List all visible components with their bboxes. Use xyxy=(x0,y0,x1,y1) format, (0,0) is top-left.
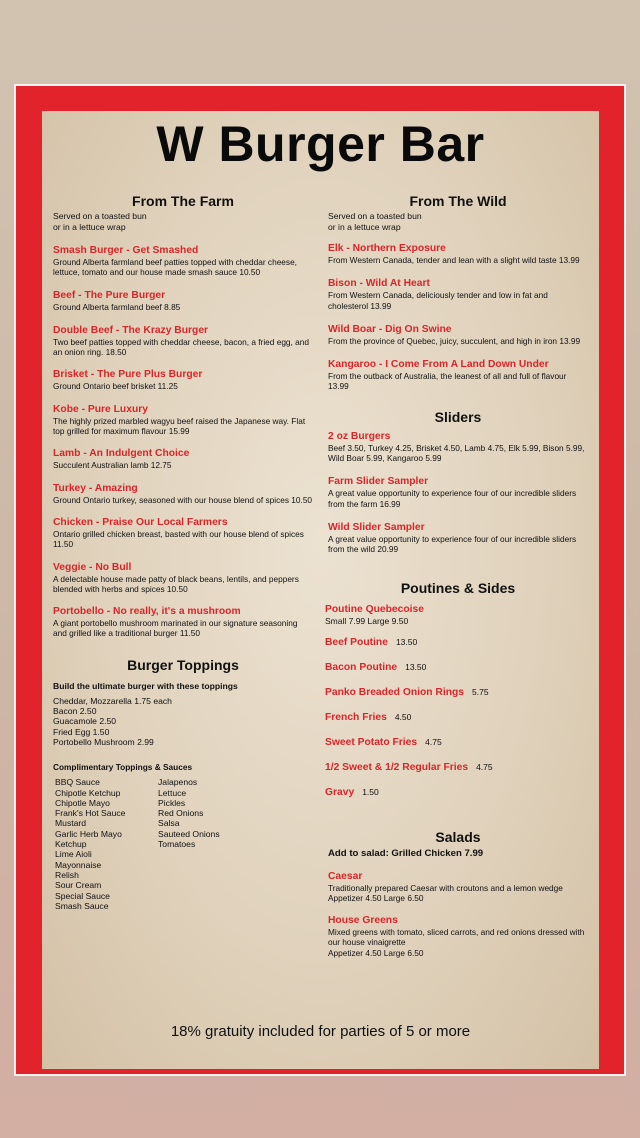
wild-heading: From The Wild xyxy=(409,193,507,209)
side-price: Small 7.99 Large 9.50 xyxy=(325,615,409,626)
topping-item: Guacamole 2.50 xyxy=(53,716,117,727)
topping-item: Bacon 2.50 xyxy=(53,706,97,717)
item-name: Caesar xyxy=(328,870,363,882)
comp-item: Red Onions xyxy=(158,808,204,819)
item-name: Wild Slider Sampler xyxy=(328,521,425,533)
wild-item xyxy=(328,243,588,265)
farm-item xyxy=(53,325,313,358)
item-desc: From the province of Quebec, juicy, succulent, and high in iron 13.99 xyxy=(328,335,581,346)
comp-item: Relish xyxy=(55,869,79,880)
item-name: Kangaroo - I Come From A Land Down Under xyxy=(328,359,549,371)
item-name: Farm Slider Sampler xyxy=(328,476,429,488)
comp-item: BBQ Sauce xyxy=(55,777,100,788)
farm-intro: Served on a toasted bun or in a lettuce wrap xyxy=(53,211,147,232)
item-desc: The highly prized marbled wagyu beef raised the Japanese way. Flat top grilled for maximum flavour 15.99 xyxy=(53,415,306,437)
comp-item: Mustard xyxy=(55,818,87,829)
side-name: Panko Breaded Onion Rings xyxy=(325,686,465,698)
side-item xyxy=(325,761,588,774)
toppings-subtitle: Build the ultimate burger with these toppings xyxy=(53,680,238,691)
farm-item xyxy=(53,562,313,595)
comp-item: Smash Sauce xyxy=(55,900,109,911)
item-desc: From the outback of Australia, the leanest of all and full of flavour 13.99 xyxy=(328,371,567,392)
toppings-heading: Burger Toppings xyxy=(127,656,239,673)
paid-toppings-list xyxy=(53,696,313,747)
side-name: Beef Poutine xyxy=(325,636,388,648)
item-name: Double Beef - The Krazy Burger xyxy=(53,324,209,336)
item-name: Kobe - Pure Luxury xyxy=(53,403,148,415)
gratuity-note: 18% gratuity included for parties of 5 or more xyxy=(170,1023,471,1040)
comp-item: Tomatoes xyxy=(158,839,196,850)
farm-item xyxy=(53,404,313,437)
side-item xyxy=(325,736,588,749)
comp-item: Chipotle Mayo xyxy=(55,797,110,808)
comp-item: Mayonnaise xyxy=(55,859,102,870)
item-desc: A great value opportunity to experience four of our incredible sliders from the farm 16.99 xyxy=(328,488,577,509)
item-name: 2 oz Burgers xyxy=(328,430,391,442)
comp-toppings-grid xyxy=(53,777,313,911)
item-desc: Two beef patties topped with cheddar cheese, bacon, a fried egg, and an onion ring. 18.50 xyxy=(53,336,309,358)
slider-item xyxy=(328,476,588,509)
topping-item: Fried Egg 1.50 xyxy=(53,726,110,737)
comp-col-2 xyxy=(158,777,220,911)
item-name: Turkey - Amazing xyxy=(53,482,138,494)
menu-paper xyxy=(42,111,599,1069)
item-desc: Succulent Australian lamb 12.75 xyxy=(53,460,172,471)
salads-heading: Salads xyxy=(435,828,481,845)
wild-intro: Served on a toasted bun or in a lettuce wrap xyxy=(328,211,422,232)
item-price: Appetizer 4.50 Large 6.50 xyxy=(328,892,424,903)
topping-item: Cheddar, Mozzarella 1.75 each xyxy=(53,695,172,706)
item-desc: Mixed greens with tomato, sliced carrots, and red onions dressed with our house vinaigrette xyxy=(328,927,585,948)
side-name: 1/2 Sweet & 1/2 Regular Fries xyxy=(325,761,469,773)
slider-item xyxy=(328,522,588,555)
right-column xyxy=(325,193,588,958)
farm-item xyxy=(53,448,313,470)
slider-item xyxy=(328,431,588,464)
comp-heading: Complimentary Toppings & Sauces xyxy=(53,762,193,773)
item-desc: A great value opportunity to experience four of our incredible sliders from the wild 20.99 xyxy=(328,533,577,555)
menu-frame xyxy=(14,84,626,1076)
side-price: 1.50 xyxy=(362,786,379,797)
item-name: Elk - Northern Exposure xyxy=(328,243,446,254)
side-price: 4.50 xyxy=(394,711,412,722)
item-name: Brisket - The Pure Plus Burger xyxy=(53,369,203,381)
item-name: Bison - Wild At Heart xyxy=(328,278,430,290)
side-name: Gravy xyxy=(325,786,355,798)
item-name: Veggie - No Bull xyxy=(53,561,132,573)
comp-item: Pickles xyxy=(158,797,186,808)
red-border xyxy=(16,86,624,1074)
item-name: Beef - The Pure Burger xyxy=(53,289,166,301)
side-name: Sweet Potato Fries xyxy=(325,736,418,748)
topping-item: Portobello Mushroom 2.99 xyxy=(53,736,154,747)
item-desc: Traditionally prepared Caesar with croutons and a lemon wedge xyxy=(328,882,563,893)
item-desc: From Western Canada, deliciously tender and low in fat and cholesterol 13.99 xyxy=(328,290,548,311)
item-name: Wild Boar - Dig On Swine xyxy=(328,323,452,335)
farm-item xyxy=(53,483,313,505)
item-desc: Ontario grilled chicken breast, basted with our house blend of spices 11.50 xyxy=(53,528,304,550)
farm-item xyxy=(53,517,313,550)
farm-item xyxy=(53,245,313,278)
item-desc: Ground Alberta farmland beef patties topped with cheddar cheese, lettuce, tomato and our house made smash sauce 10.50 xyxy=(53,257,297,278)
item-desc: From Western Canada, tender and lean with a slight wild taste 13.99 xyxy=(328,255,580,265)
side-price: 5.75 xyxy=(472,686,489,697)
side-name: French Fries xyxy=(325,711,387,723)
side-item xyxy=(325,711,588,724)
wild-item xyxy=(328,278,588,311)
wild-item xyxy=(328,324,588,346)
comp-item: Garlic Herb Mayo xyxy=(55,828,122,839)
item-price: Appetizer 4.50 Large 6.50 xyxy=(328,947,424,958)
item-desc: Ground Ontario beef brisket 11.25 xyxy=(53,381,178,392)
item-name: House Greens xyxy=(328,915,398,927)
salad-item xyxy=(328,871,588,904)
left-column xyxy=(53,193,313,911)
farm-heading: From The Farm xyxy=(132,193,234,209)
wild-item xyxy=(328,359,588,392)
item-name: Lamb - An Indulgent Choice xyxy=(53,448,190,460)
item-desc: A delectable house made patty of black beans, lentils, and peppers blended with herbs and spices 10.50 xyxy=(53,573,299,594)
comp-item: Frank's Hot Sauce xyxy=(55,808,126,819)
farm-item xyxy=(53,369,313,391)
comp-item: Chipotle Ketchup xyxy=(55,787,121,798)
salad-addon: Add to salad: Grilled Chicken 7.99 xyxy=(328,847,484,859)
salad-item xyxy=(328,915,588,958)
item-desc: Beef 3.50, Turkey 4.25, Brisket 4.50, Lamb 4.75, Elk 5.99, Bison 5.99, Wild Boar 5.99, Kangaroo 5.99 xyxy=(328,442,585,464)
item-name: Smash Burger - Get Smashed xyxy=(53,245,199,256)
comp-col-1 xyxy=(55,777,158,911)
side-price: 4.75 xyxy=(476,761,493,772)
side-item xyxy=(325,786,588,799)
comp-item: Salsa xyxy=(158,818,180,829)
side-name: Poutine Quebecoise xyxy=(325,603,424,615)
menu-title: W Burger Bar xyxy=(156,116,485,172)
item-name: Chicken - Praise Our Local Farmers xyxy=(53,516,228,528)
farm-item xyxy=(53,290,313,312)
comp-item: Sauteed Onions xyxy=(158,828,220,839)
side-item xyxy=(325,636,588,649)
comp-item: Jalapenos xyxy=(158,777,198,788)
side-price: 13.50 xyxy=(405,661,427,672)
sliders-heading: Sliders xyxy=(434,408,482,425)
item-name: Portobello - No really, it's a mushroom xyxy=(53,606,241,618)
side-item xyxy=(325,661,588,674)
farm-item xyxy=(53,606,313,639)
comp-item: Special Sauce xyxy=(55,890,110,901)
item-desc: A giant portobello mushroom marinated in our signature seasoning and grilled like a traditional burger 11.50 xyxy=(53,618,298,639)
side-item xyxy=(325,686,588,699)
side-price: 13.50 xyxy=(395,636,418,647)
poutine-quebecoise xyxy=(325,604,588,626)
item-desc: Ground Alberta farmland beef 8.85 xyxy=(53,301,181,312)
comp-item: Sour Cream xyxy=(55,880,102,891)
side-price: 4.75 xyxy=(425,736,442,747)
comp-item: Ketchup xyxy=(55,839,87,850)
comp-item: Lime Aioli xyxy=(55,849,92,860)
side-name: Bacon Poutine xyxy=(325,661,398,673)
comp-item: Lettuce xyxy=(158,787,187,798)
item-desc: Ground Ontario turkey, seasoned with our house blend of spices 10.50 xyxy=(53,494,313,505)
sides-heading: Poutines & Sides xyxy=(400,579,516,596)
